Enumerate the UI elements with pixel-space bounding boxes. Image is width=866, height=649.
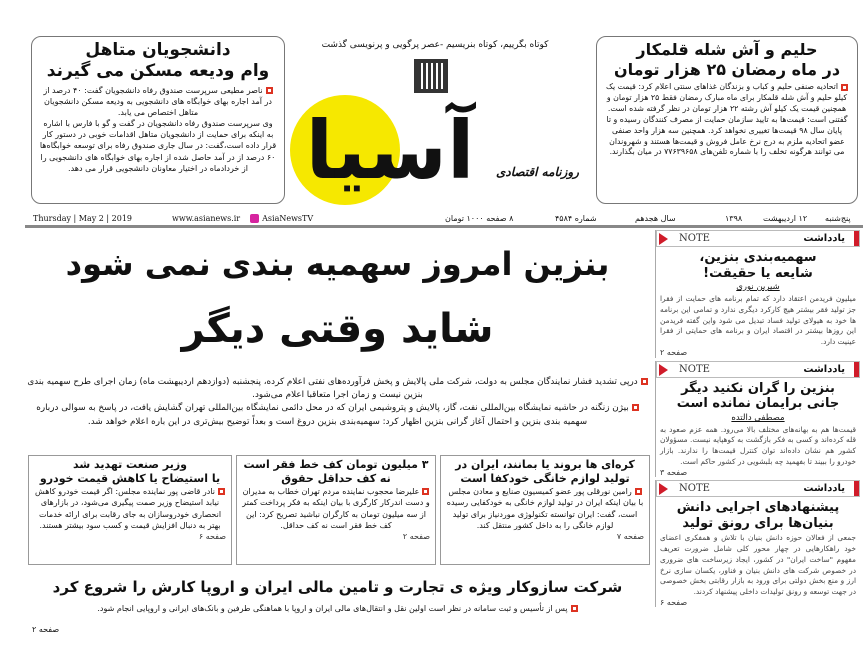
bottom-body: پس از تأسیس و ثبت سامانه در نظر است اولین نقل و انتقال‌های مالی ایران و اروپا با هماهنگی طرفین و بانک‌های ایرانی و اروپایی انجام شود. bbox=[97, 604, 568, 613]
bullet-icon bbox=[841, 84, 848, 91]
qr-code-icon bbox=[414, 59, 448, 93]
note-title: سهمیه‌بندی بنزین، شایعه یا حقیقت! bbox=[699, 250, 817, 281]
story-title: وام ودیعه مسکن می گیرند bbox=[46, 61, 270, 82]
page-ref: صفحه ۲ bbox=[32, 625, 60, 634]
info-bar bbox=[25, 211, 863, 228]
story-box bbox=[440, 455, 650, 565]
main-paragraph: درپی تشدید فشار نمایندگان مجلس به دولت، شرکت ملی پالایش و پخش فرآورده‌های نفتی اعلام کرده، پنجشنبه (دوازدهم اردیبهشت ماه) زمان اجرای طرح سهمیه بندی بنزین نیست و زمان اجرا متعاقبا اعلام می‌شود. bbox=[27, 377, 638, 401]
date-fa: ۱۲ اردیبهشت bbox=[763, 213, 808, 223]
story-box bbox=[28, 455, 232, 565]
note-column-item bbox=[655, 480, 860, 607]
note-body: جمعی از فعالان حوزه دانش بنیان با تلاش و همفکری اعضای خود راهکارهایی در چهار محور کلی شامل ضرورت تعریف مفهوم "ساخت ایران" در کشور، ایجاد زیرساخت های ضروری در خصوص شرکت های دانش بنیان و فناور، یکسان سازی نرخ ارز و منع بخش دولتی برای ورود به بازار رقابتی بخش خصوصی در جهت توسعه و رونق تولیدات داخلی پیشنهاد کردند. bbox=[660, 533, 856, 597]
note-title: بنزین را گران نکنید دیگر جانی برایمان نمانده است bbox=[676, 380, 840, 412]
story-body: وی سرپرست صندوق رفاه دانشجویان در گفت و گو با فارس با اشاره به اینکه برای حمایت از دانشجویان متاهل اقدامات خوبی در دستور کار قرار داده است،گفت: در سال جاری صندوق رفاه برای توسعه خوابگاه‌ها ۶۰ درصد از در آمد حاصل شده از اجاره بهای خوابگاه های دانشجویی را از خردادماه در اختیار معاونان دانشجویی قرار می دهد. bbox=[39, 119, 277, 173]
note-label-en: NOTE bbox=[679, 363, 710, 375]
page-ref: صفحه ۷ bbox=[616, 531, 644, 541]
play-triangle-icon bbox=[659, 233, 668, 245]
note-body: میلیون فریدمن اعتقاد دارد که تمام برنامه های حمایت از فقرا جز تولید فقر بیشتر هیچ کارکرد دیگری ندارد و تمامی این برنامه ها خود به هیولای تولید فساد تبدیل می شود واین گفته فریدمن این روزها بیشتر در اقتصاد ایران و برنامه های حمایتی از فقرا عینیت دارد. bbox=[660, 294, 856, 347]
note-label-en: NOTE bbox=[679, 483, 710, 495]
note-label-fa: یادداشت bbox=[803, 483, 845, 495]
story-title: دانشجویان متاهل bbox=[85, 40, 231, 60]
main-headline: بنزین امروز سهمیه بندی نمی شود bbox=[65, 245, 610, 283]
bullet-icon bbox=[632, 404, 639, 411]
bullet-icon bbox=[635, 488, 642, 495]
main-paragraph: بیژن زنگنه در حاشیه نمایشگاه بین‌المللی نفت، گاز، پالایش و پتروشیمی ایران که در محل دائمی نمایشگاه بین‌المللی تهران گشایش یافت، در پاسخ به سوالی درباره سهمیه بندی بنزین و احتمال آغاز گرانی بنزین اظهار کرد: سهمیه‌بندی بنزین دروغ است و بعداً توضیح بیش‌تری در این باره اعلام خواهد شد. bbox=[36, 403, 629, 427]
website-link[interactable]: www.asianews.ir bbox=[172, 213, 241, 223]
main-subheadline: شاید وقتی دیگر bbox=[181, 306, 494, 352]
note-body: قیمت‌ها هم به بهانه‌های مختلف بالا می‌رود. همه عزم صعود به قله کرده‌اند و کسی به فکر بازگشت به کوهپایه نیست. مسؤولان کشور هم نشان داده‌اند توان کنترل قیمت‌ها را ندارند. بازار خودرو را ببیند تا بفهمید چه بلبشویی در کشور حاکم است. bbox=[660, 424, 856, 466]
logo: آسیا bbox=[305, 104, 475, 197]
pages-price: ۸ صفحه ۱۰۰۰ تومان bbox=[445, 213, 514, 223]
issue-number: شماره ۴۵۸۴ bbox=[555, 213, 597, 223]
year-volume: سال هجدهم bbox=[635, 213, 676, 223]
bullet-icon bbox=[266, 87, 273, 94]
note-column-item bbox=[655, 230, 860, 358]
bullet-icon bbox=[422, 488, 429, 495]
story-title: یا استیضاح یا کاهش قیمت خودرو bbox=[39, 471, 221, 485]
story-title: نه کف حداقل حقوق bbox=[281, 471, 391, 485]
page-ref: صفحه ۳ bbox=[660, 467, 688, 477]
instagram-handle[interactable]: AsiaNewsTV bbox=[262, 213, 314, 223]
note-label-en: NOTE bbox=[679, 233, 710, 244]
bullet-icon bbox=[218, 488, 225, 495]
story-body: اتحادیه صنفی حلیم و کباب و بزندگان غذاهای سنتی اعلام کرد: قیمت یک کیلو حلیم و آش شله قلمکار برای ماه مبارک رمضان فقط ۲۵ هزار تومان و همچنین قیمت یک کیلو آش رشته ۲۲ هزار تومان در نظر گرفته شده است. گفتنی است: قیمت‌ها به تایید سازمان حمایت از مصرف کنندگان رسیده و تا پایان سال ۹۸ قیمت‌ها تغییری نخواهد کرد. همچنین سه هزار واحد صنفی عضو اتحادیه ملزم به درج نرخ عامل فروش و قیمت‌ها هستند و شهروندان می توانند هرگونه تخلف را با شماره تلفن‌های ۷۷۶۳۹۶۵۸ در میان بگذارند. bbox=[606, 82, 848, 157]
masthead-tagline: کوتاه بگرییم، کوتاه بنریسیم -عصر پرگویی و پرنویسی گذشت bbox=[321, 40, 549, 50]
story-body: علیرضا محجوب نماینده مردم تهران خطاب به مدیران و دست اندرکار کارگری با بیان اینکه به فکر پرداخت کمتر از سه میلیون تومان به کارگران نباشید تصریح کرد: این کف خط فقر است نه کف حداقل. bbox=[242, 486, 430, 531]
story-box bbox=[236, 455, 436, 565]
notes-column bbox=[655, 230, 860, 607]
play-triangle-icon bbox=[659, 364, 668, 376]
story-body: ناصر مطیعی سرپرست صندوق رفاه دانشجویان گفت: ۴۰ درصد از در آمد اجاره بهای خوابگاه های دانشجویی به ودیعه مسکن دانشجویان متاهل اختصاص می یابد. bbox=[43, 85, 272, 117]
year-fa: ۱۳۹۸ bbox=[725, 213, 743, 223]
note-title: پیشنهادهای اجرایی دانش بنیان‌ها برای رونق تولید bbox=[676, 500, 840, 531]
note-author: مصطفی دالتده bbox=[731, 412, 785, 423]
story-body: رامین نورقلی پور عضو کمیسیون صنایع و معادن مجلس با بیان اینکه ایران در تولید لوازم خانگی به خودکفایی رسیده است، گفت: ایران توانسته تکنولوژی موردنیاز برای تولید لوازم خانگی را به داخل کشور منتقل کند. bbox=[446, 486, 644, 531]
bottom-headline: شرکت سازوکار ویژه ی تجارت و تامین مالی ایران و اروپا کارش را شروع کرد bbox=[52, 578, 623, 596]
instagram-icon bbox=[250, 214, 259, 223]
top-right-story bbox=[596, 36, 858, 204]
story-title: ۳ میلیون تومان کف خط فقر است bbox=[243, 458, 429, 471]
page-ref: صفحه ۲ bbox=[660, 347, 688, 357]
story-body: نادر قاضی پور نماینده مجلس: اگر قیمت خودرو کاهش نیابد استیضاح وزیر صمت پیگیری می‌شود، در بازارهای انحصاری خودروسازان به جای رقابت برای ارائه خدمات بهتر به دنبال افزایش قیمت و کسب سود بیشتر هستند. bbox=[35, 486, 222, 531]
story-title: وزیر صنعت تهدید شد bbox=[72, 458, 187, 471]
story-title: تولید لوازم خانگی خودکفا است bbox=[460, 471, 630, 485]
story-title: در ماه رمضان ۲۵ هزار تومان bbox=[613, 60, 841, 79]
note-author: شیرین نوری bbox=[736, 282, 780, 293]
note-label-fa: یادداشت bbox=[803, 363, 845, 375]
page-ref: صفحه ۶ bbox=[660, 597, 688, 607]
top-left-story bbox=[31, 36, 285, 204]
story-title: حلیم و آش شله قلمکار bbox=[636, 40, 818, 59]
note-column-item bbox=[655, 361, 860, 478]
logo-subtitle: روزنامه اقتصادی bbox=[496, 165, 579, 179]
date-english: Thursday | May 2 | 2019 bbox=[33, 213, 133, 223]
bullet-icon bbox=[641, 378, 648, 385]
weekday: پنج‌شنبه bbox=[825, 213, 851, 223]
note-label-fa: یادداشت bbox=[803, 233, 845, 244]
story-title: کره‌ای ها بروند یا بمانند، ایران در bbox=[455, 458, 635, 471]
page-ref: صفحه ۶ bbox=[198, 531, 226, 541]
play-triangle-icon bbox=[659, 483, 668, 495]
bullet-icon bbox=[571, 605, 578, 612]
page-ref: صفحه ۲ bbox=[402, 531, 430, 541]
